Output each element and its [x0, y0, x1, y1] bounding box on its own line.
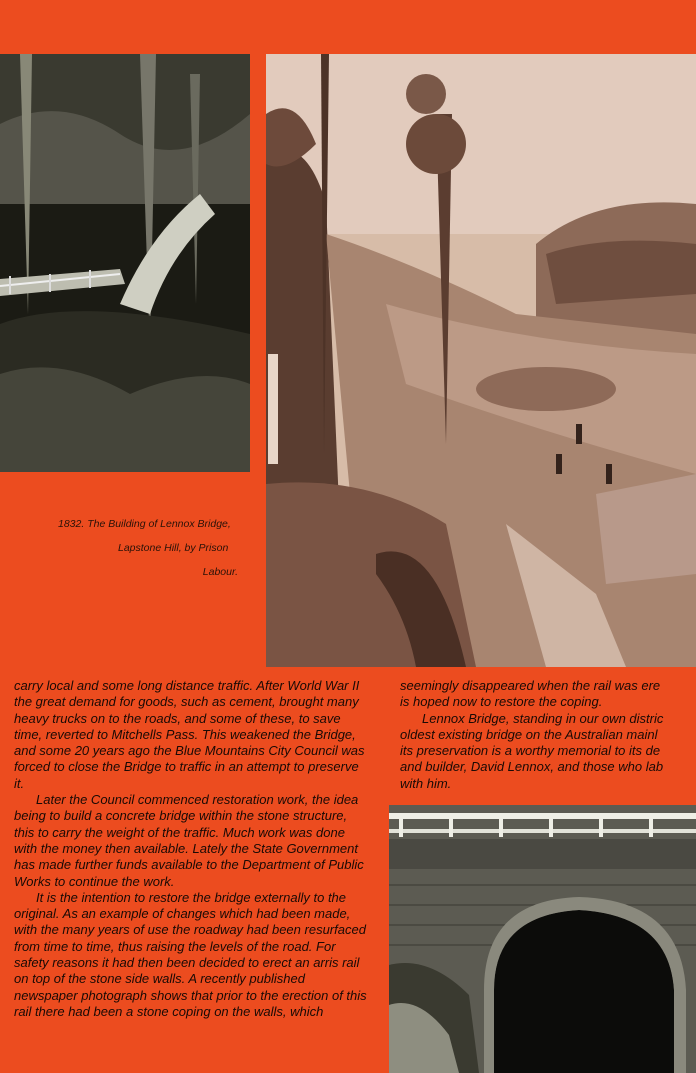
left-text-column [14, 678, 368, 1020]
right-line-4: oldest existing bridge on the Australian mainl [400, 726, 658, 742]
right-line-3: Lennox Bridge, standing in our own distric [422, 710, 664, 726]
lennox-bridge-painting [266, 54, 696, 667]
right-line-1: seemingly disappeared when the rail was ere [400, 678, 661, 693]
caption-line-2: Lapstone Hill, by Prison [118, 542, 229, 554]
right-line-6: and builder, David Lennox, and those who lab [400, 759, 664, 775]
caption-line-3: Labour. [202, 566, 238, 578]
paragraph-2: Later the Council commenced restoration work, the idea being to build a concrete bridge within the stone structure, this to carry the weight of the traffic. Much work was done with the money then available. Lately the State Government has made further funds available to the Department of Public Works to continue the work. [14, 792, 364, 889]
paragraph-3: It is the intention to restore the bridge externally to the original. As an example of changes which had been made, with the many years of use the roadway had been resurfaced from time to time, thus raising the levels of the road. For safety reasons it had then been decided to erect an arris rail on top of the stone side walls. A recently published newspaper photograph shows that prior to the erection of this rail there had been a stone coping on the walls, which [14, 889, 367, 1019]
right-line-7: with him. [400, 775, 452, 791]
lennox-bridge-photo [389, 805, 696, 1073]
right-text-column [400, 678, 696, 792]
painting-caption [30, 512, 238, 584]
caption-line-1: 1832. The Building of Lennox Bridge, [58, 518, 231, 530]
right-line-2: is hoped now to restore the coping. [400, 694, 603, 710]
right-line-5: its preservation is a worthy memorial to its de [400, 743, 661, 759]
forest-path-photo [0, 54, 250, 472]
paragraph-1: carry local and some long distance traffic. After World War II the great demand for goods, such as cement, brought many heavy trucks on to the roads, and some of these, to save time, reverted to Mitchells Pass. This weakened the Bridge, and some 20 years ago the Blue Mountains City Council was forced to close the Bridge to traffic in an attempt to preserve it. [14, 678, 365, 791]
